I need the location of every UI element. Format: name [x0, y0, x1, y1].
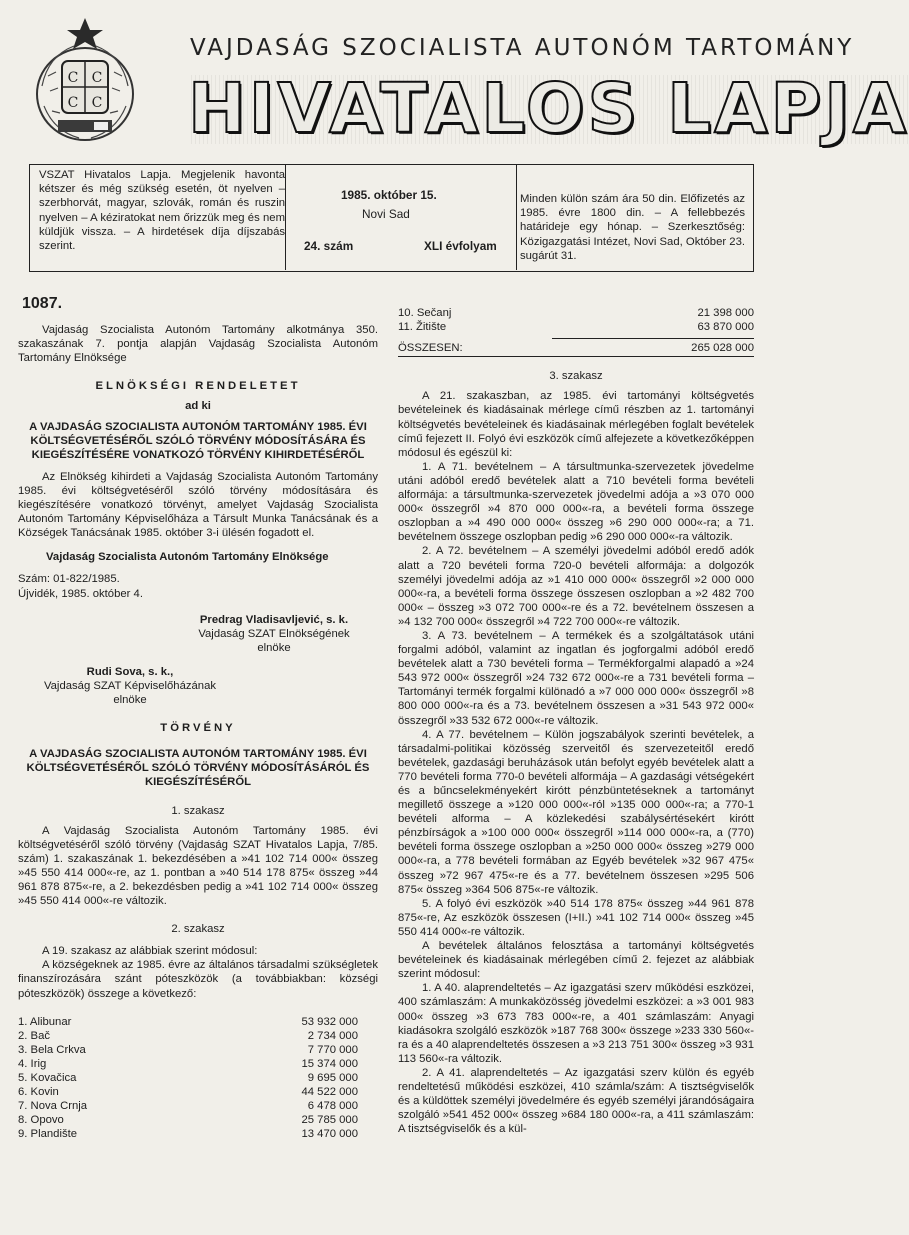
section-3-body — [398, 389, 754, 1136]
reference-date: Újvidék, 1985. október 4. — [18, 587, 143, 600]
body-paragraph: 1. A 40. alaprendeltetés – Az igazgatási szerv működési eszközei, 400 számlaszám: A munkaközösség jövedelmi eszközei: a »3 001 983 000« összeg »3 673 783 000«-re, a 401 számlaszám: Anyagi kiadásokra szolgáló eszközök »187 768 300« összege »233 330 560«-ra és a 40 alaprendeltetés összesen a »3 213 751 300« összeg »3 931 113 560«-ra változik. — [398, 982, 754, 1065]
signatory-role: elnöke — [257, 641, 291, 654]
total-amount: 265 028 000 — [691, 342, 754, 355]
section-1-heading: 1. szakasz — [171, 804, 225, 817]
journal-title: HIVATALOS LAPJA — [188, 69, 909, 149]
issue-number: 24. szám — [304, 239, 354, 253]
publisher-line: VAJDASÁG SZOCIALISTA AUTONÓM TARTOMÁNY — [190, 35, 855, 61]
body-paragraph: 2. A 72. bevételnem – A személyi jövedelmi adóból eredő adók alatt a 720 bevételi forma 720-0 bevételi alformája: a dolgozók személyi jövedelmi adója az »1 410 000 000« összegről »2 000 000 000«-ra, a bevételi forma összege összesen oszlopban a »2 482 700 000« – összeg »3 072 700 000«-re és a 72. bevételnem összesen a »4 132 700 000« összegről »4 722 700 000«-re változik. — [398, 545, 754, 628]
municipality-amount: 7 770 000 — [307, 1043, 358, 1056]
municipality-amount: 25 785 000 — [301, 1114, 358, 1127]
municipality-row — [18, 1071, 378, 1085]
municipality-row — [18, 1085, 378, 1099]
body-paragraph: 5. A folyó évi eszközök »40 514 178 875« összeg »44 961 878 875«-re, Az eszközök összesen (I+II.) »41 102 714 000« összeg »45 550 414 000«-re változik. — [398, 897, 754, 938]
signatory-role: Vajdaság SZAT Képviselőházának — [43, 679, 217, 692]
municipality-name: 11. Žitište — [398, 321, 447, 334]
municipality-amount: 53 932 000 — [301, 1015, 358, 1028]
body-paragraph: 4. A 77. bevételnem – Külön jogszabályok szerinti bevételek, a társadalmi-politikai közösség szerveitől és szervezeteitől eredő bevételek, gazdasági beruházások után befolyt egyéb bevételek alatt a 770 bevételi forma 770-0 bevételi alformája – A gazdasági vétségekért és a bűncselekményekért kirótt pénzbüntetéseknek a tartományt megillető összege a »120 000 000«-ról »135 000 000«-ra; a 770-1 bevételi alforma – A közlekedési szabálysértésekért kirótt pénzbírságok a »100 000 000« összegről »114 000 000«-ra, a (770) bevételi forma összege oszlopban a »250 000 000« összeg »279 000 000«-ra, a 778 bevételi formában az Egyéb bevételek »32 967 475« összeg »72 967 475«-re és a 77. bevételnem összesen »295 506 875« összeg »364 506 875«-re változik. — [398, 728, 754, 896]
municipality-name: 2. Bač — [18, 1029, 51, 1042]
municipality-row — [18, 1057, 378, 1071]
total-row — [398, 341, 754, 355]
municipality-amount: 15 374 000 — [301, 1057, 358, 1070]
municipality-amount: 2 734 000 — [307, 1029, 358, 1042]
subscription-info: Minden külön szám ára 50 din. Előfizetés az 1985. évre 1800 din. – A fellebbezés határideje egy hónap. – Szerkesztőség: Közigazgatási Intézet, Novi Sad, Október 23. sugárút 31. — [520, 193, 745, 262]
left-column — [18, 297, 378, 1142]
section-1-body: A Vajdaság Szocialista Autonóm Tartomány 1985. évi költségvetéséről szóló törvény (Vajdaság SZAT Hivatalos Lapja, 7/85. szám) 1. szakaszának 1. bekezdésében a »41 102 714 000« összeg »45 550 414 000«-re, az 1. pontban a »40 514 178 875« összeg »44 961 878 875«-re, a 2. bekezdésben pedig a »41 102 714 000« összeg »45 550 414 000«-re változik. — [18, 824, 378, 908]
municipality-name: 7. Nova Crnja — [18, 1100, 88, 1113]
law-heading: TÖRVÉNY — [160, 722, 236, 735]
body-paragraph: A bevételek általános felosztása a tartományi költségvetés bevételeinek és kiadásainak mérlegében című 2. fejezet az alábbiak szerint módosul: — [398, 940, 754, 981]
section-2-intro: A 19. szakasz az alábbiak szerint módosul: — [42, 945, 258, 958]
decree-heading: ELNÖKSÉGI RENDELETET — [95, 380, 301, 393]
municipality-amount: 13 470 000 — [301, 1128, 358, 1141]
document-number: 1087. — [22, 295, 63, 312]
issue-volume: XLI évfolyam — [424, 239, 497, 253]
municipality-amount: 6 478 000 — [307, 1100, 358, 1113]
decree-subheading: ad ki — [185, 400, 211, 413]
issue-info — [285, 165, 517, 270]
signatory-role: Vajdaság SZAT Elnökségének — [198, 627, 350, 640]
signatory-name: Rudi Sova, s. k., — [86, 665, 174, 678]
total-rule — [552, 338, 754, 339]
municipality-amount: 9 695 000 — [307, 1072, 358, 1085]
municipality-row — [18, 1015, 378, 1029]
decree-body: Az Elnökség kihirdeti a Vajdaság Szocialista Autonóm Tartomány 1985. évi költségvetéséről szóló törvény módosítására és kiegészítésére vonatkozó törvényt, amelyet Vajdaság Szocialista Autonóm Tartomány Képviselőháza a Társult Munka Tanácsának és a Községek Tanácsának 1985. október 3-i ülésén fogadott el. — [18, 470, 378, 540]
municipality-row — [18, 1029, 378, 1043]
municipality-name: 4. Irig — [18, 1057, 47, 1070]
body-paragraph: A 21. szakaszban, az 1985. évi tartományi költségvetés bevételeinek és kiadásainak mérlege című részben az 1. tartományi költségvetés bevételeinek és kiadásainak mérlegében foglalt bevételek című fejezett II. Folyó évi eszközök című alfejezete a következőképpen módosul és egészül ki: — [398, 390, 754, 459]
svg-text:С: С — [67, 95, 79, 111]
municipality-name: 5. Kovačica — [18, 1072, 77, 1085]
municipality-amount: 21 398 000 — [697, 307, 754, 319]
municipality-row — [18, 1127, 378, 1141]
signatory-role: elnöke — [113, 694, 147, 707]
municipality-name: 8. Opovo — [18, 1114, 64, 1127]
municipality-name: 3. Bela Crkva — [18, 1043, 86, 1056]
section-3-heading: 3. szakasz — [549, 370, 603, 383]
right-column — [398, 306, 754, 1136]
municipality-row — [398, 320, 754, 334]
svg-text:С: С — [91, 95, 103, 111]
municipality-row — [18, 1113, 378, 1127]
municipality-row — [18, 1043, 378, 1057]
municipality-row — [398, 306, 754, 320]
signatory-name: Predrag Vladisavljević, s. k. — [199, 613, 349, 626]
municipality-amount: 63 870 000 — [697, 321, 754, 334]
law-title: A VAJDASÁG SZOCIALISTA AUTONÓM TARTOMÁNY 1985. ÉVI KÖLTSÉGVETÉSÉRŐL SZÓLÓ TÖRVÉNY MÓDOSÍTÁSÁRÓL ÉS KIEGÉSZÍTÉSÉRŐL — [26, 748, 370, 789]
issue-place: Novi Sad — [362, 207, 410, 221]
intro-paragraph: Vajdaság Szocialista Autonóm Tartomány alkotmánya 350. szakaszának 7. pontja alapján Vajdaság Szocialista Autonóm Tartomány Elnöksége — [18, 324, 378, 365]
reference-number: Szám: 01-822/1985. — [18, 573, 120, 586]
coat-of-arms-icon — [34, 16, 136, 146]
municipality-row — [18, 1099, 378, 1113]
body-paragraph: 1. A 71. bevételnem – A társultmunka-szervezetek jövedelme utáni adóból eredő bevételek alatt a 710 bevételi forma bevételi alformája: a társultmunka-szervezetek jövedelmi adója a »3 070 000 000« összegről »4 870 000 000«-ra, a bevételi forma összege oszlopban a »4 490 000 000« összeg »6 290 000 000«-ra; a 71. bevételnem összege oszlopban pedig »6 290 000 000«-ra változik. — [398, 460, 754, 544]
section-2-body: A községeknek az 1985. évre az általános társadalmi szükségletek finanszírozására szánt póteszközök (a továbbiakban: községi póteszközök) összege a következő: — [18, 959, 378, 1000]
body-paragraph: 2. A 41. alaprendeltetés – Az igazgatási szerv külön és egyéb rendeltetésű működési eszközei, 410 számla/szám: A tisztségviselők és a küldöttek személyi jövedelmére és egyéb személyi járandóságaira szolgáló »541 452 000« összeg »684 180 000«-ra, a 411 számlaszám: A tisztségviselők és a kül- — [398, 1066, 754, 1136]
section-2-heading: 2. szakasz — [171, 923, 225, 936]
svg-text:С: С — [91, 70, 103, 86]
municipality-name: 6. Kovin — [18, 1086, 59, 1099]
total-rule-bottom — [398, 356, 754, 357]
signature-block-1 — [186, 613, 362, 655]
municipality-name: 10. Sečanj — [398, 307, 452, 319]
issue-date: 1985. október 15. — [341, 188, 437, 202]
svg-text:С: С — [67, 70, 79, 86]
masthead-info-box — [29, 164, 754, 272]
decree-title: A VAJDASÁG SZOCIALISTA AUTONÓM TARTOMÁNY 1985. ÉVI KÖLTSÉGVETÉSÉRŐL SZÓLÓ TÖRVÉNY MÓDOSÍTÁSÁRA ÉS KIEGÉSZÍTÉSÉRE VONATKOZÓ TÖRVÉNY KIHIRDETÉSÉRŐL — [29, 420, 367, 461]
municipality-list — [18, 1015, 378, 1142]
municipality-list-continued — [398, 306, 754, 334]
municipality-name: 9. Plandište — [18, 1128, 78, 1141]
municipality-amount: 44 522 000 — [301, 1086, 358, 1099]
signature-block-2 — [30, 665, 230, 707]
presidency-name: Vajdaság Szocialista Autonóm Tartomány Elnöksége — [46, 551, 329, 564]
municipality-name: 1. Alibunar — [18, 1015, 72, 1028]
body-paragraph: 3. A 73. bevételnem – A termékek és a szolgáltatások utáni forgalmi adóból, valamint az ingatlan és jogforgalmi adóból eredő bevételek alatt a 730 bevételi forma – Termékforgalmi alapadó a »24 543 972 000« összegről »24 732 672 000«-re a 731 bevételi forma – Tartományi termék forgalmi különadó a »7 000 000 000« összegről »8 800 000 000«-ra és a 73. bevételnem összesen a »31 543 972 000« összegről »33 532 672 000«-re változik. — [398, 629, 754, 727]
total-label: ÖSSZESEN: — [398, 342, 463, 355]
publication-info: VSZAT Hivatalos Lapja. Megjelenik havonta kétszer és még szükség esetén, öt nyelven – szerbhorvát, magyar, szlovák, román és ruszin nyelven – A kéziratokat nem őrizzük meg és nem küldjük vissza. – A hirdetések díja díjszabás szerint. — [39, 169, 285, 253]
